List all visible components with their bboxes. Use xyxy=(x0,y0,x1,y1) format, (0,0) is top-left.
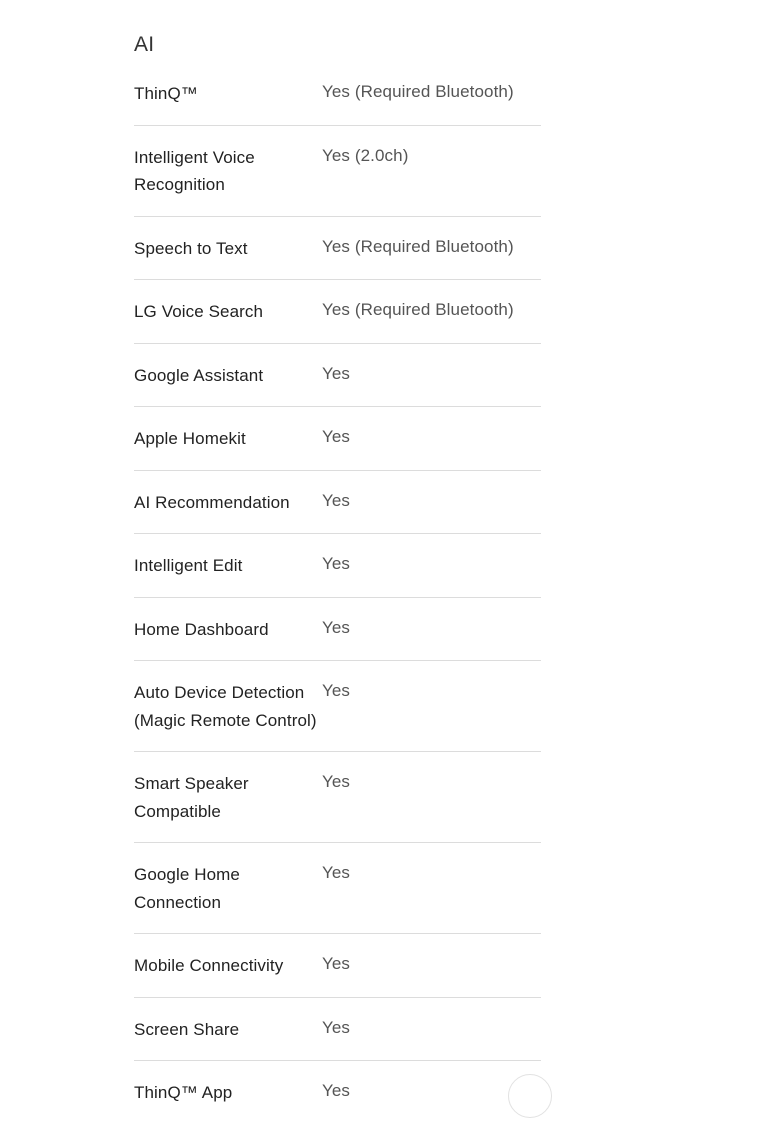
spec-label: AI Recommendation xyxy=(134,492,290,512)
spec-row-ai-recommendation xyxy=(134,471,541,535)
spec-value: Yes xyxy=(322,954,351,973)
spec-label: Google Home Connection xyxy=(134,865,240,912)
spec-value: Yes (Required Bluetooth) xyxy=(322,300,514,319)
spec-label: Smart Speaker Compatible xyxy=(134,774,249,821)
spec-label: Auto Device Detection (Magic Remote Control) xyxy=(134,683,317,730)
spec-value: Yes xyxy=(322,617,351,637)
spec-label: Apple Homekit xyxy=(134,429,246,448)
spec-row-thinq xyxy=(134,64,541,126)
spec-value: Yes xyxy=(322,863,351,882)
spec-row-google-home-connection xyxy=(134,843,541,934)
spec-row-mobile-connectivity xyxy=(134,934,541,998)
spec-row-thinq-app xyxy=(134,1061,541,1124)
spec-row-smart-speaker-compatible xyxy=(134,752,541,843)
spec-list xyxy=(134,64,541,1124)
spec-row-google-assistant xyxy=(134,344,541,408)
spec-value: Yes (Required Bluetooth) xyxy=(322,82,514,101)
spec-label: Speech to Text xyxy=(134,238,248,258)
spec-value: Yes xyxy=(322,363,351,383)
spec-label: Google Assistant xyxy=(134,365,264,385)
spec-row-intelligent-voice-recognition xyxy=(134,126,541,217)
spec-label: ThinQ™ App xyxy=(134,1083,233,1102)
spec-row-auto-device-detection xyxy=(134,661,541,752)
spec-value: Yes xyxy=(322,772,351,791)
spec-row-intelligent-edit xyxy=(134,534,541,598)
spec-label: Intelligent Voice Recognition xyxy=(134,147,255,194)
section-title: AI xyxy=(134,33,155,56)
spec-value: Yes (2.0ch) xyxy=(322,145,409,165)
spec-label: Screen Share xyxy=(134,1019,240,1039)
spec-label: Mobile Connectivity xyxy=(134,956,284,975)
spec-value: Yes xyxy=(322,554,351,573)
spec-value: Yes xyxy=(322,490,351,510)
spec-label: ThinQ™ xyxy=(134,84,198,103)
spec-row-speech-to-text xyxy=(134,217,541,281)
spec-value: Yes xyxy=(322,681,351,700)
spec-row-home-dashboard xyxy=(134,598,541,662)
spec-row-screen-share xyxy=(134,998,541,1062)
spec-section-ai xyxy=(134,28,541,1124)
spec-row-lg-voice-search xyxy=(134,280,541,344)
spec-value: Yes (Required Bluetooth) xyxy=(322,236,514,256)
spec-label: Intelligent Edit xyxy=(134,556,243,575)
spec-label: LG Voice Search xyxy=(134,302,264,321)
spec-value: Yes xyxy=(322,427,351,446)
spec-value: Yes xyxy=(322,1081,351,1100)
spec-value: Yes xyxy=(322,1017,351,1037)
floating-action-button[interactable] xyxy=(508,1074,552,1118)
spec-label: Home Dashboard xyxy=(134,619,269,639)
spec-row-apple-homekit xyxy=(134,407,541,471)
